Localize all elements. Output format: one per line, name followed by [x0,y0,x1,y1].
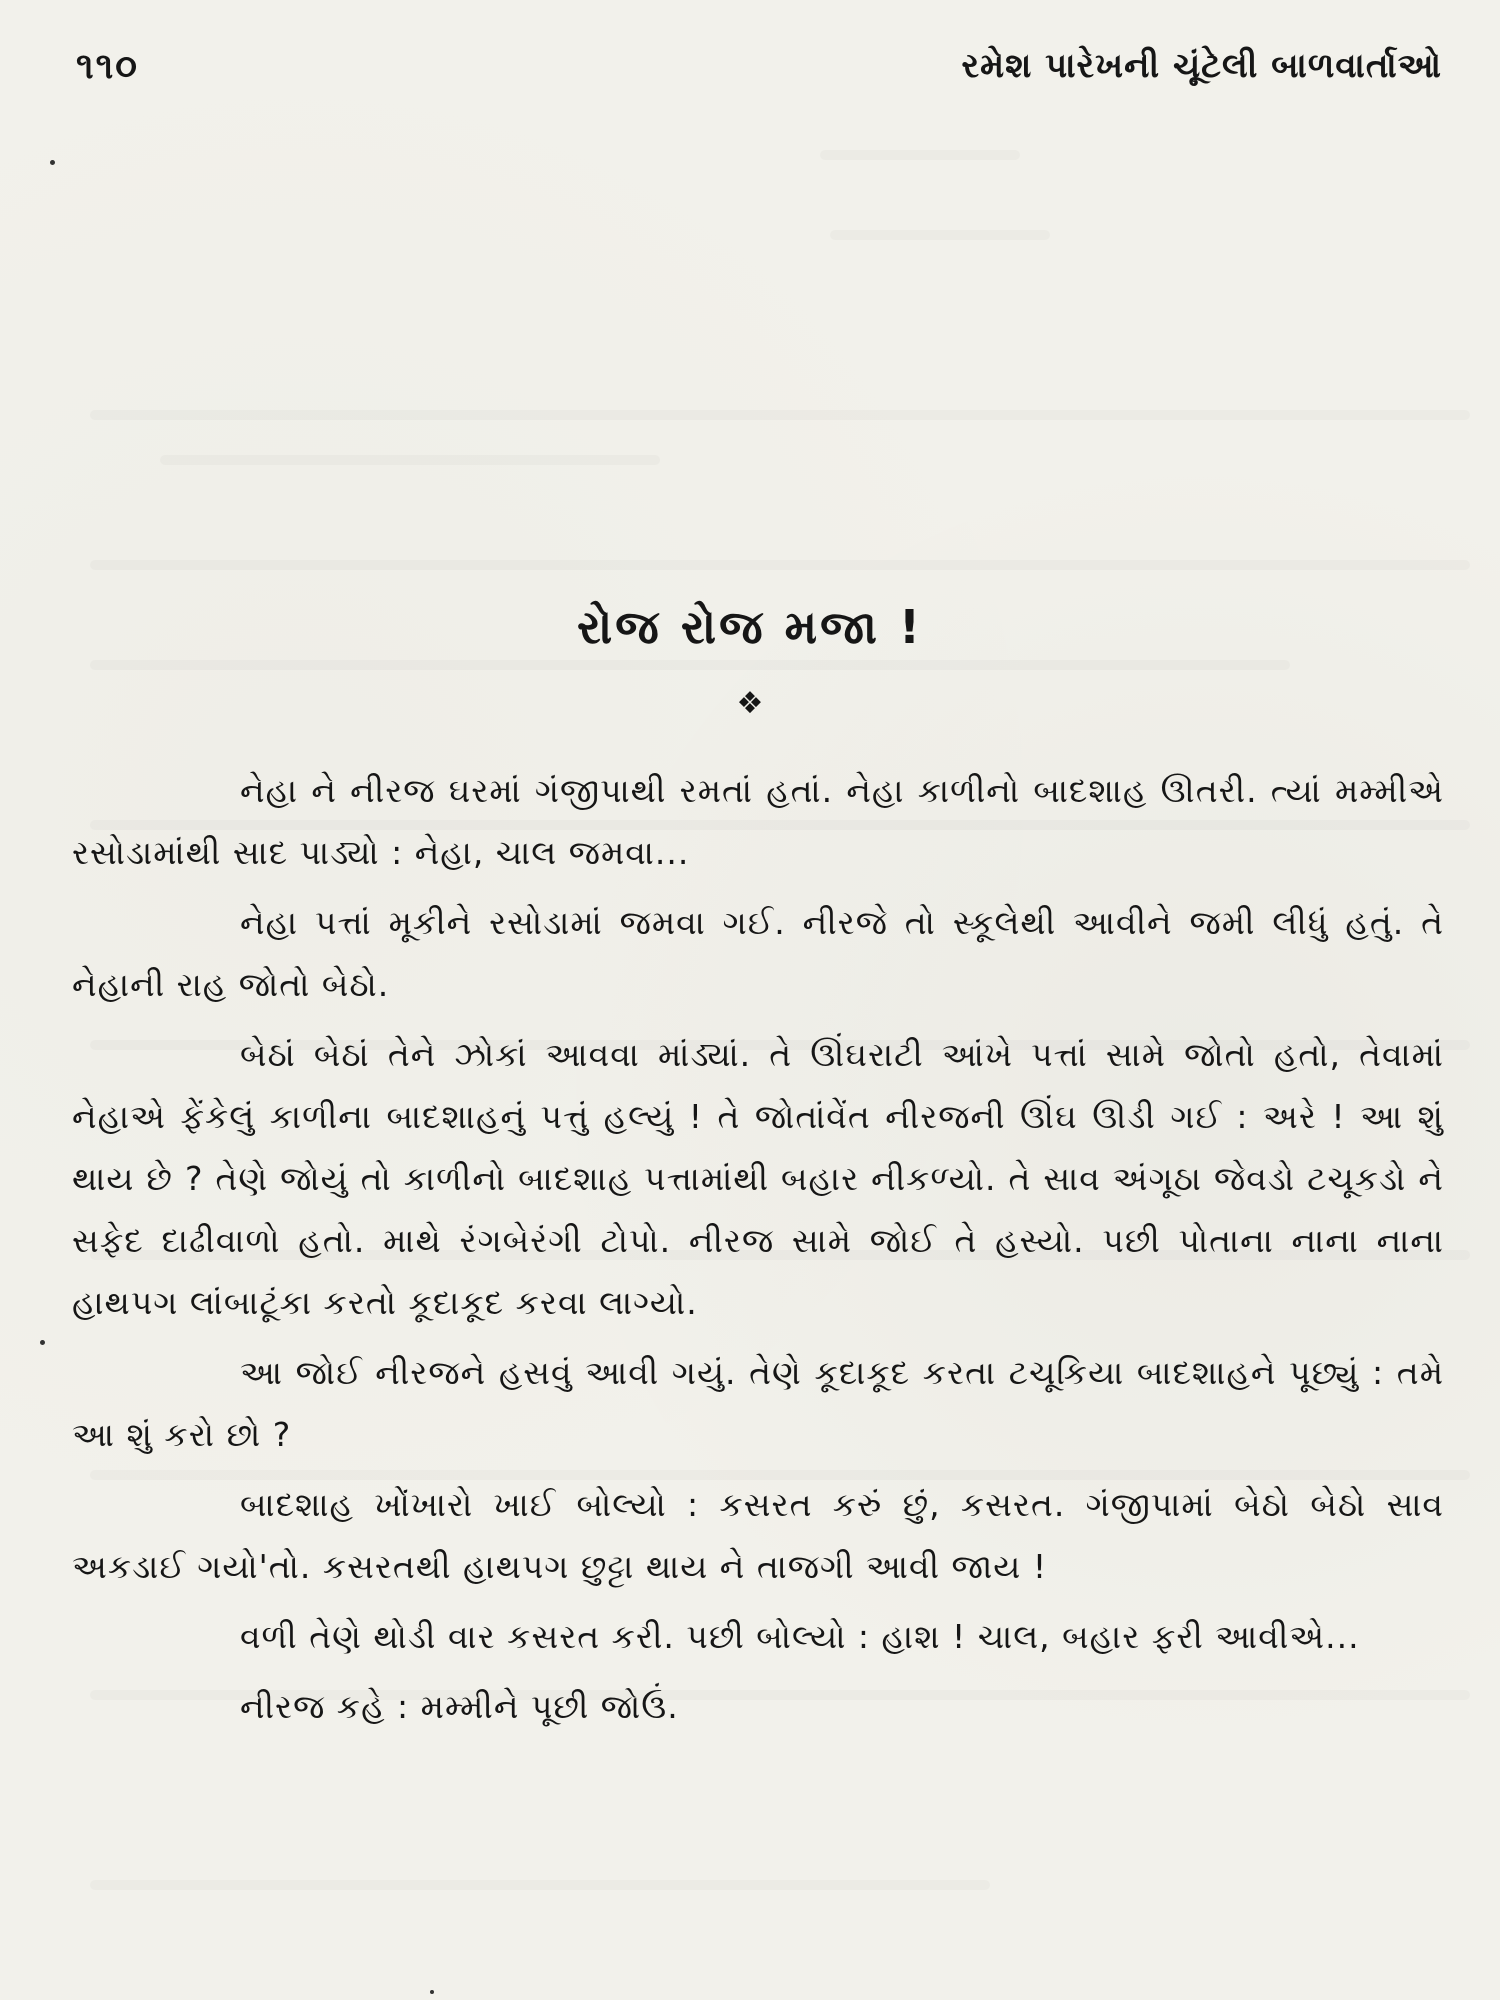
bleed-through-mark [90,1880,990,1890]
bleed-through-mark [90,660,1290,670]
paragraph: આ જોઈ નીરજને હસવું આવી ગયું. તેણે કૂદાકૂદ કરતા ટચૂકિયા બાદશાહને પૂછ્યું : તમે આ શું કરો છો ? [72,1353,1444,1454]
bleed-through-mark [160,455,660,465]
ornament-icon: ❖ [736,686,764,721]
bleed-through-mark [820,150,1020,160]
bleed-through-mark [90,410,1470,420]
paper-speck [50,160,55,165]
bleed-through-mark [830,230,1050,240]
paper-speck [40,1340,45,1345]
story-body [72,760,1444,1746]
page-number: ૧૧૦ [76,46,139,87]
book-title: રમેશ પારેખની ચૂંટેલી બાળવાર્તાઓ [961,46,1442,86]
bleed-through-mark [90,560,1470,570]
paragraph: વળી તેણે થોડી વાર કસરત કરી. પછી બોલ્યો : હાશ ! ચાલ, બહાર ફરી આવીએ... [240,1617,1360,1656]
paragraph: નેહા ને નીરજ ઘરમાં ગંજીપાથી રમતાં હતાં. નેહા કાળીનો બાદશાહ ઊતરી. ત્યાં મમ્મીએ રસોડામાંથી સાદ પાડ્યો : નેહા, ચાલ જમવા... [72,771,1444,872]
paragraph: નીરજ કહે : મમ્મીને પૂછી જોઉં. [240,1687,679,1726]
paragraph: નેહા પત્તાં મૂકીને રસોડામાં જમવા ગઈ. નીરજે તો સ્કૂલેથી આવીને જમી લીધું હતું. તે નેહાની રાહ જોતો બેઠો. [72,903,1444,1004]
story-title: રોજ રોજ મજા ! [577,600,923,654]
paragraph: બાદશાહ ખોંખારો ખાઈ બોલ્યો : કસરત કરું છું, કસરત. ગંજીપામાં બેઠો બેઠો સાવ અકડાઈ ગયો'તો. કસરતથી હાથપગ છુટ્ટા થાય ને તાજગી આવી જાય ! [72,1485,1444,1586]
paper-speck [430,1990,434,1994]
running-header [76,46,1442,96]
paragraph: બેઠાં બેઠાં તેને ઝોકાં આવવા માંડ્યાં. તે ઊંઘરાટી આંખે પત્તાં સામે જોતો હતો, તેવામાં નેહાએ ફેંકેલું કાળીના બાદશાહનું પત્તું હલ્યું ! તે જોતાંવેંત નીરજની ઊંઘ ઊડી ગઈ : અરે ! આ શું થાય છે ? તેણે જોયું તો કાળીનો બાદશાહ પત્તામાંથી બહાર નીકળ્યો. તે સાવ અંગૂઠા જેવડો ટચૂકડો ને સફેદ દાઢીવાળો હતો. માથે રંગબેરંગી ટોપો. નીરજ સામે જોઈ તે હસ્યો. પછી પોતાના નાના નાના હાથપગ લાંબાટૂંકા કરતો કૂદાકૂદ કરવા લાગ્યો. [72,1035,1444,1322]
